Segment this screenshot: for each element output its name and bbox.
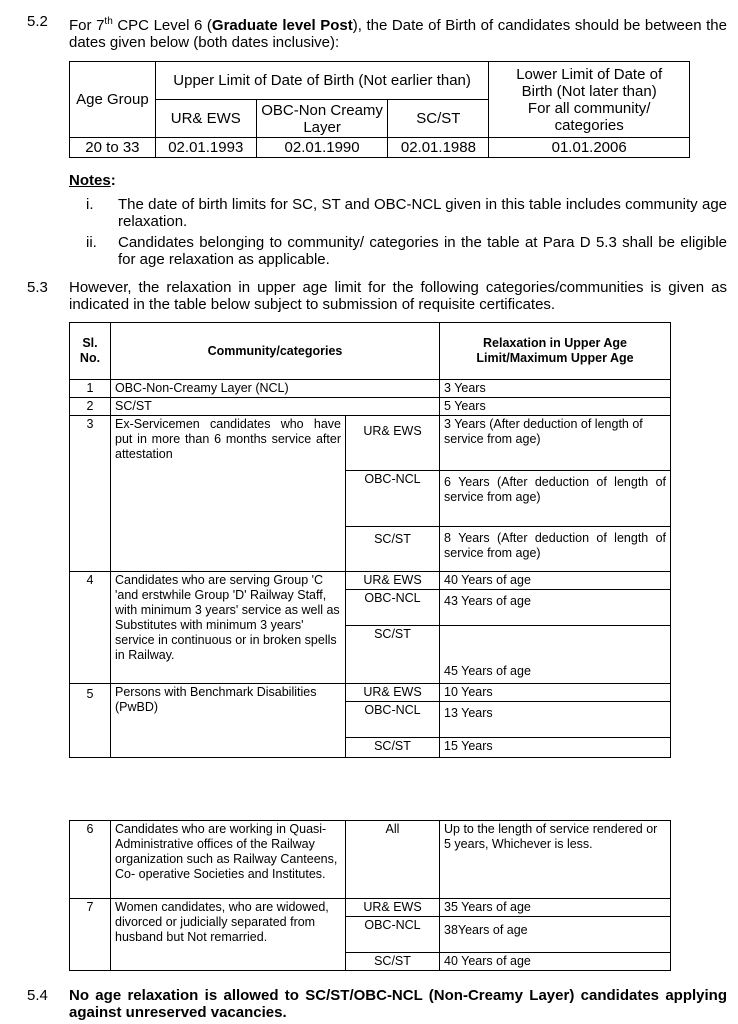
r1-sl: 1 [70,380,111,398]
r3-scst: SC/ST [346,527,440,572]
all-categories-text: For all community/ categories [527,99,651,134]
r5-ur-relax: 10 Years [440,684,671,702]
r2-comm: SC/ST [111,398,440,416]
r5-scst-relax: 15 Years [440,738,671,758]
row-age: 20 to 33 [70,138,156,158]
r4-scst: SC/ST [346,626,440,684]
s52-text-mid: CPC Level 6 ( [112,17,212,34]
r4-ur: UR& EWS [346,572,440,590]
section-number-5-4: 5.4 [27,987,48,1004]
age-group-header: Age Group [70,62,156,138]
r7-scst: SC/ST [346,953,440,971]
section-5-2-text [69,13,727,51]
r7-ur: UR& EWS [346,899,440,917]
note-2-text: Candidates belonging to community/ categories in the table at Para D 5.3 shall be eligible for age relaxation as applicable. [118,234,727,268]
note-1-text: The date of birth limits for SC, ST and OBC-NCL given in this table includes community age relaxation. [118,196,727,230]
r5-scst: SC/ST [346,738,440,758]
lower-limit-text: Lower Limit of Date of Birth (Not later than) [516,65,663,100]
col-ur-ews: UR& EWS [155,100,256,138]
col-sc-st: SC/ST [388,100,489,138]
r3-obc: OBC-NCL [346,471,440,527]
r7-comm: Women candidates, who are widowed, divorced or judicially separated from husband but Not remarried. [111,899,346,971]
r7-sl: 7 [70,899,111,971]
relaxation-table-continued [69,820,671,971]
r3-obc-relax: 6 Years (After deduction of length of service from age) [440,471,671,527]
upper-limit-header: Upper Limit of Date of Birth (Not earlier than) [155,62,489,100]
r5-ur: UR& EWS [346,684,440,702]
note-2-num: ii. [86,234,97,251]
dob-table [69,61,690,158]
notes-title [69,172,116,189]
r1-comm: OBC-Non-Creamy Layer (NCL) [111,380,440,398]
section-number-5-2: 5.2 [27,13,48,30]
r7-obc: OBC-NCL [346,917,440,953]
r3-ur-relax: 3 Years (After deduction of length of service from age) [440,416,671,471]
header-community: Community/categories [111,323,440,380]
r4-ur-relax: 40 Years of age [440,572,671,590]
r4-scst-relax: 45 Years of age [440,626,671,684]
s52-bold: Graduate level Post [211,17,353,34]
col-obc-ncl: OBC-Non Creamy Layer [256,100,388,138]
s52-sup: th [104,16,113,27]
r2-relax: 5 Years [440,398,671,416]
r5-obc: OBC-NCL [346,702,440,738]
r4-obc-relax: 43 Years of age [440,590,671,626]
notes-title-text: Notes [69,172,111,189]
row-scst-date: 02.01.1988 [388,138,489,158]
r6-sl: 6 [70,821,111,899]
r1-relax: 3 Years [440,380,671,398]
r3-comm: Ex-Servicemen candidates who have put in more than 6 months service after attestation [111,416,346,572]
section-5-3-text: However, the relaxation in upper age limit for the following categories/communities is given as indicated in the table below subject to submission of requisite certificates. [69,279,727,313]
r7-scst-relax: 40 Years of age [440,953,671,971]
header-relaxation: Relaxation in Upper Age Limit/Maximum Upper Age [440,323,671,380]
r3-scst-relax: 8 Years (After deduction of length of service from age) [440,527,671,572]
r2-sl: 2 [70,398,111,416]
r5-comm: Persons with Benchmark Disabilities (PwBD) [111,684,346,758]
notes-colon: : [110,172,116,189]
r3-ur: UR& EWS [346,416,440,471]
note-1-num: i. [86,196,94,213]
relaxation-table [69,322,671,758]
r7-obc-relax: 38Years of age [440,917,671,953]
header-sl-no: Sl. No. [70,323,111,380]
row-all-date: 01.01.2006 [489,138,690,158]
r6-cat: All [346,821,440,899]
r7-ur-relax: 35 Years of age [440,899,671,917]
r4-sl: 4 [70,572,111,684]
lower-limit-header [489,62,690,138]
section-number-5-3: 5.3 [27,279,48,296]
r4-comm: Candidates who are serving Group 'C 'and erstwhile Group 'D' Railway Staff, with minimum 3 years' service as well as Substitutes with minimum 3 years' service in continuous or in broken spells in Railway. [111,572,346,684]
r4-obc: OBC-NCL [346,590,440,626]
r6-relax: Up to the length of service rendered or 5 years, Whichever is less. [440,821,671,899]
row-obc-date: 02.01.1990 [256,138,388,158]
r6-comm: Candidates who are working in Quasi-Administrative offices of the Railway organization such as Railway Canteens, Co- operative Societies and Institutes. [111,821,346,899]
s52-text-post: ), the Date of Birth of candidates should be between the dates given below (both dates inclusive): [69,17,727,51]
s52-text-pre: For 7 [69,17,105,34]
section-5-4-text: No age relaxation is allowed to SC/ST/OBC-NCL (Non-Creamy Layer) candidates applying against unreserved vacancies. [69,987,727,1021]
row-ur-date: 02.01.1993 [155,138,256,158]
r5-sl: 5 [70,684,111,758]
r5-obc-relax: 13 Years [440,702,671,738]
r3-sl: 3 [70,416,111,572]
